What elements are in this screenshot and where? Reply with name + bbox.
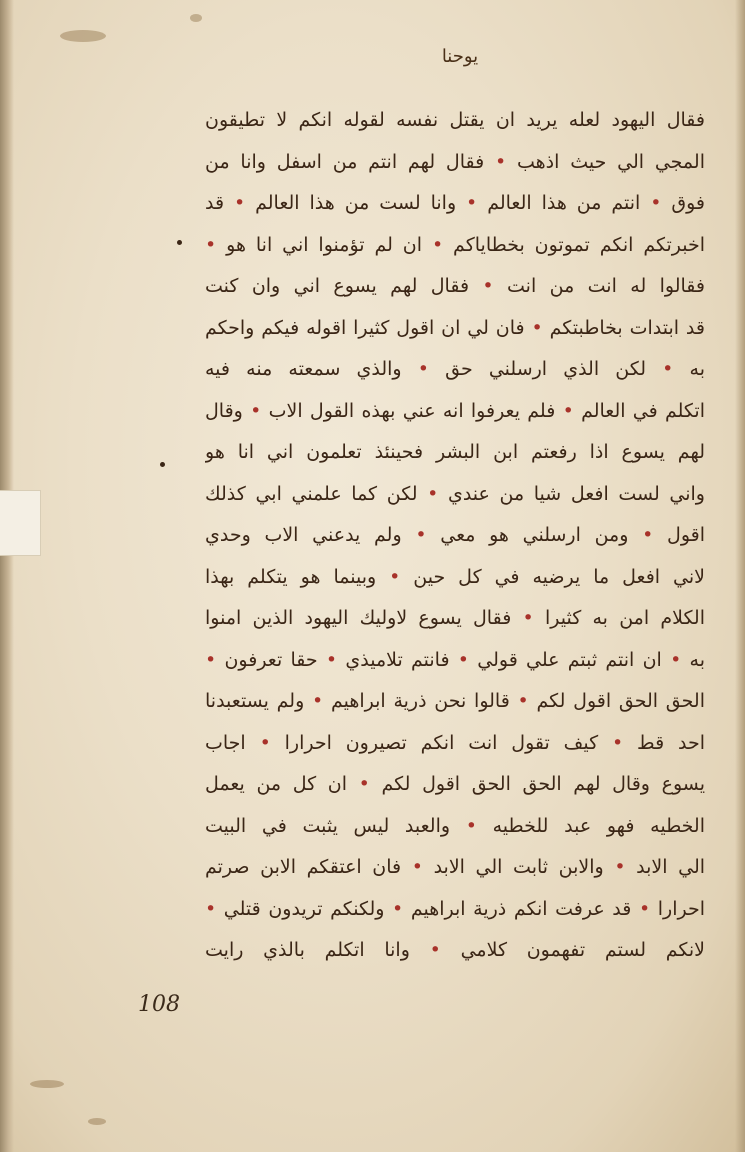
margin-dot bbox=[177, 240, 182, 245]
ink-stain bbox=[190, 14, 202, 22]
rubric-separator: • bbox=[411, 856, 423, 878]
rubric-separator: • bbox=[517, 690, 529, 712]
page-header: يوحنا bbox=[441, 46, 479, 67]
rubric-separator: • bbox=[259, 731, 271, 754]
text-line: قد ابتدات بخاطبتكم • فان لي ان اقول كثيرا اقوله فيكم واحكم bbox=[205, 316, 705, 339]
manuscript-text bbox=[205, 100, 705, 972]
text-line: اخبرتكم انكم تموتون بخطاياكم • ان لم تؤمنوا اني انا هو • bbox=[205, 233, 705, 256]
rubric-separator: • bbox=[638, 897, 651, 920]
text-line: واني لست افعل شيا من عندي • لكن كما علمني ابي كذلك bbox=[205, 482, 705, 505]
text-line: احرارا • قد عرفت انكم ذرية ابراهيم • ولكنكم تريدون قتلي • bbox=[205, 897, 705, 920]
rubric-separator: • bbox=[562, 399, 574, 422]
rubric-separator: • bbox=[482, 275, 494, 297]
rubric-separator: • bbox=[465, 814, 477, 837]
text-line: الكلام امن به كثيرا • فقال يسوع لاوليك اليهود الذين امنوا bbox=[205, 607, 705, 629]
text-line: فقالوا له انت من انت • فقال لهم يسوع اني وان كنت bbox=[205, 275, 705, 297]
rubric-separator: • bbox=[205, 233, 217, 256]
text-line: لاني افعل ما يرضيه في كل حين • وبينما هو يتكلم بهذا bbox=[205, 565, 705, 588]
ink-stain bbox=[88, 1118, 106, 1125]
text-line: به • لكن الذي ارسلني حق • والذي سمعته منه فيه bbox=[205, 358, 705, 380]
rubric-separator: • bbox=[312, 690, 324, 712]
rubric-separator: • bbox=[417, 358, 429, 380]
text-line: فقال اليهود لعله يريد ان يقتل نفسه لقوله انكم لا تطيقون bbox=[205, 109, 705, 131]
rubric-separator: • bbox=[522, 607, 534, 629]
rubric-separator: • bbox=[233, 192, 246, 214]
text-line: لهم يسوع اذا رفعتم ابن البشر فحينئذ تعلمون اني انا هو bbox=[205, 441, 705, 463]
text-line: اتكلم في العالم • فلم يعرفوا انه عني بهذه القول الاب • وقال bbox=[205, 399, 705, 422]
rubric-separator: • bbox=[642, 524, 654, 546]
rubric-separator: • bbox=[662, 358, 674, 380]
text-line: الحق الحق اقول لكم • قالوا نحن ذرية ابراهيم • ولم يستعبدنا bbox=[205, 690, 705, 712]
rubric-separator: • bbox=[358, 773, 370, 795]
text-line: لانكم لستم تفهمون كلامي • وانا اتكلم بالذي رايت bbox=[205, 939, 705, 961]
rubric-separator: • bbox=[205, 648, 217, 671]
margin-dot bbox=[160, 462, 165, 467]
rubric-separator: • bbox=[250, 399, 262, 422]
rubric-separator: • bbox=[392, 897, 404, 920]
rubric-separator: • bbox=[494, 150, 507, 173]
text-line: الخطيه فهو عبد للخطيه • والعبد ليس يثبت في البيت bbox=[205, 814, 705, 837]
text-line: اقول • ومن ارسلني هو معي • ولم يدعني الاب وحدي bbox=[205, 524, 705, 546]
rubric-separator: • bbox=[614, 856, 626, 878]
rubric-separator: • bbox=[611, 731, 624, 754]
rubric-separator: • bbox=[457, 648, 470, 671]
rubric-separator: • bbox=[431, 233, 444, 256]
text-line: فوق • انتم من هذا العالم • وانا لست من هذا العالم • قد bbox=[205, 192, 705, 214]
binding-gutter bbox=[0, 0, 14, 1152]
text-line: المجي الي حيث اذهب • فقال لهم انتم من اسفل وانا من bbox=[205, 150, 705, 173]
rubric-separator: • bbox=[650, 192, 662, 214]
text-line: يسوع وقال لهم الحق الحق اقول لكم • ان كل من يعمل bbox=[205, 773, 705, 795]
rubric-separator: • bbox=[427, 482, 439, 505]
rubric-separator: • bbox=[670, 648, 682, 671]
folio-number: 108 bbox=[138, 992, 180, 1017]
rubric-separator: • bbox=[415, 524, 427, 546]
rubric-separator: • bbox=[531, 316, 543, 339]
ink-stain bbox=[30, 1080, 64, 1088]
rubric-separator: • bbox=[205, 897, 217, 920]
page-edge bbox=[735, 0, 745, 1152]
text-line: الي الابد • والابن ثابت الي الابد • فان اعتقكم الابن صرتم bbox=[205, 856, 705, 878]
text-line: احد قط • كيف تقول انت انكم تصيرون احرارا • اجاب bbox=[205, 731, 705, 754]
rubric-separator: • bbox=[325, 648, 338, 671]
rubric-separator: • bbox=[429, 939, 441, 961]
rubric-separator: • bbox=[389, 565, 401, 588]
text-line: به • ان انتم ثبتم علي قولي • فانتم تلاميذي • حقا تعرفون • bbox=[205, 648, 705, 671]
paper-tab bbox=[0, 490, 41, 556]
rubric-separator: • bbox=[466, 192, 478, 214]
ink-stain bbox=[60, 30, 106, 42]
